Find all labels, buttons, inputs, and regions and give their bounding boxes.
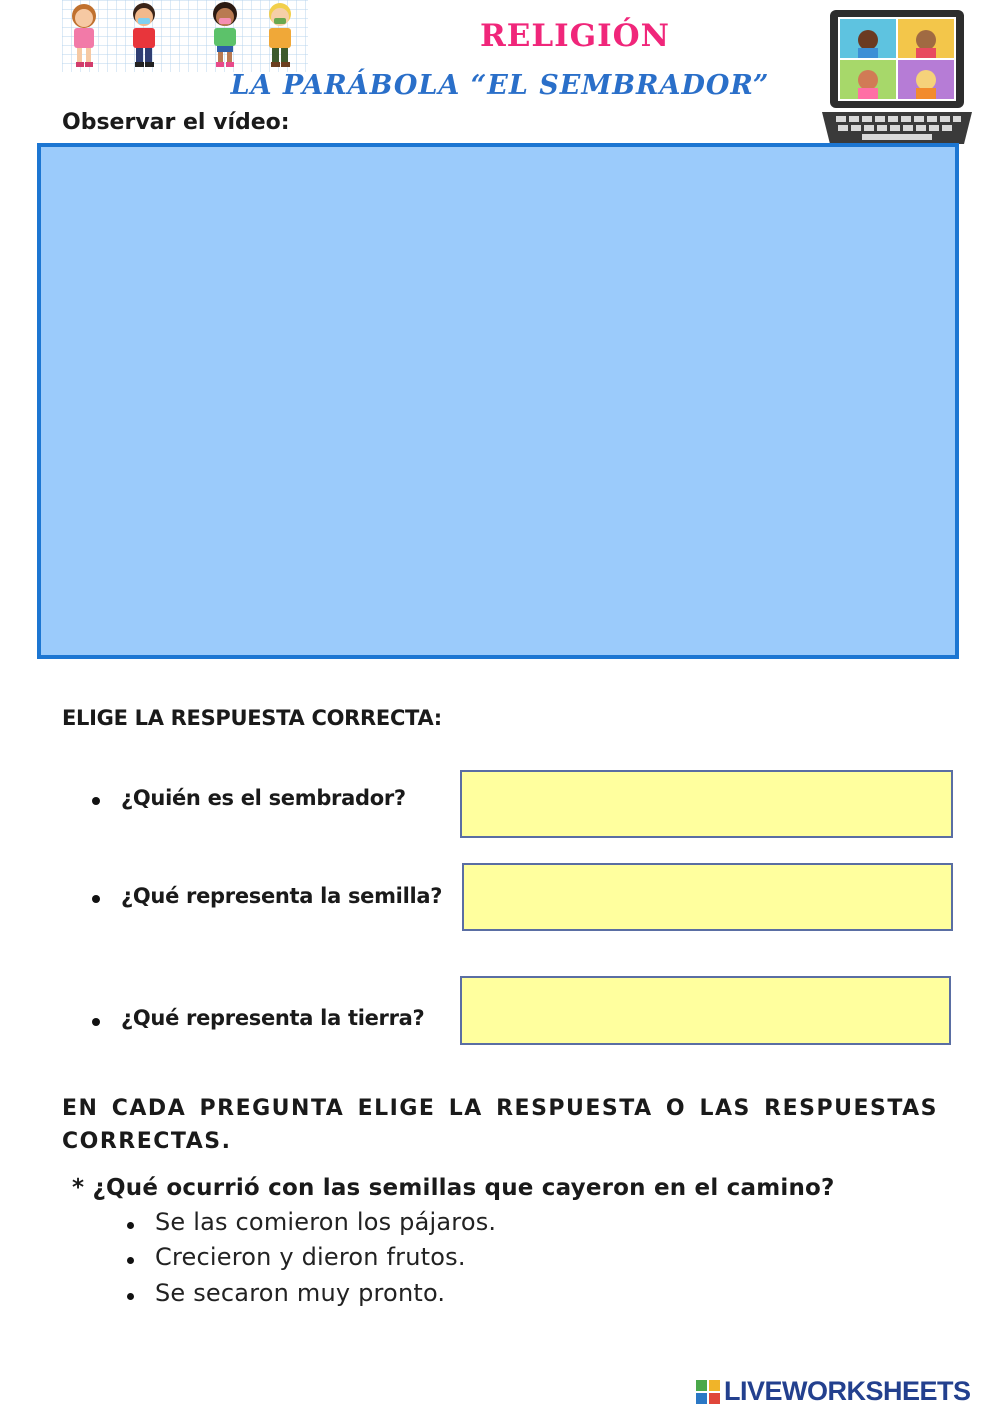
brand-name: LIVEWORKSHEETS [724, 1376, 971, 1406]
laptop-videocall-icon [822, 8, 972, 146]
bullet-icon [92, 1018, 100, 1026]
liveworksheets-logo [696, 1376, 971, 1407]
bullet-icon [127, 1293, 134, 1300]
question-label: ¿Qué representa la tierra? [121, 1006, 425, 1030]
answer-box-tierra[interactable] [460, 976, 951, 1045]
bullet-icon [92, 895, 100, 903]
answer-box-sembrador[interactable] [460, 770, 953, 838]
option-choice[interactable]: Se secaron muy pronto. [155, 1279, 446, 1307]
bullet-icon [127, 1257, 134, 1264]
question-text: ¿Qué ocurrió con las semillas que cayeron en el camino? [92, 1175, 835, 1201]
bullet-icon [127, 1222, 134, 1229]
question-label: ¿Quién es el sembrador? [121, 786, 406, 810]
liveworksheets-logo-icon [696, 1380, 720, 1404]
instruction-line-2: CORRECTAS. [62, 1129, 232, 1154]
bullet-icon [92, 797, 100, 805]
video-player[interactable] [37, 143, 959, 659]
instruction-line-1: EN CADA PREGUNTA ELIGE LA RESPUESTA O LAS RESPUESTAS [62, 1096, 938, 1121]
subject-title: RELIGIÓN [479, 18, 670, 54]
answer-box-semilla[interactable] [462, 863, 953, 931]
video-instruction: Observar el vídeo: [62, 110, 290, 135]
worksheet-title: LA PARÁBOLA “EL SEMBRADOR” [230, 70, 770, 101]
section-heading: ELIGE LA RESPUESTA CORRECTA: [62, 706, 442, 730]
question-marker: * [72, 1175, 85, 1201]
option-choice[interactable]: Se las comieron los pájaros. [155, 1208, 497, 1236]
question-label: ¿Qué representa la semilla? [121, 884, 443, 908]
multiple-choice-question [72, 1175, 835, 1201]
children-illustration [62, 0, 308, 72]
option-choice[interactable]: Crecieron y dieron frutos. [155, 1243, 466, 1271]
